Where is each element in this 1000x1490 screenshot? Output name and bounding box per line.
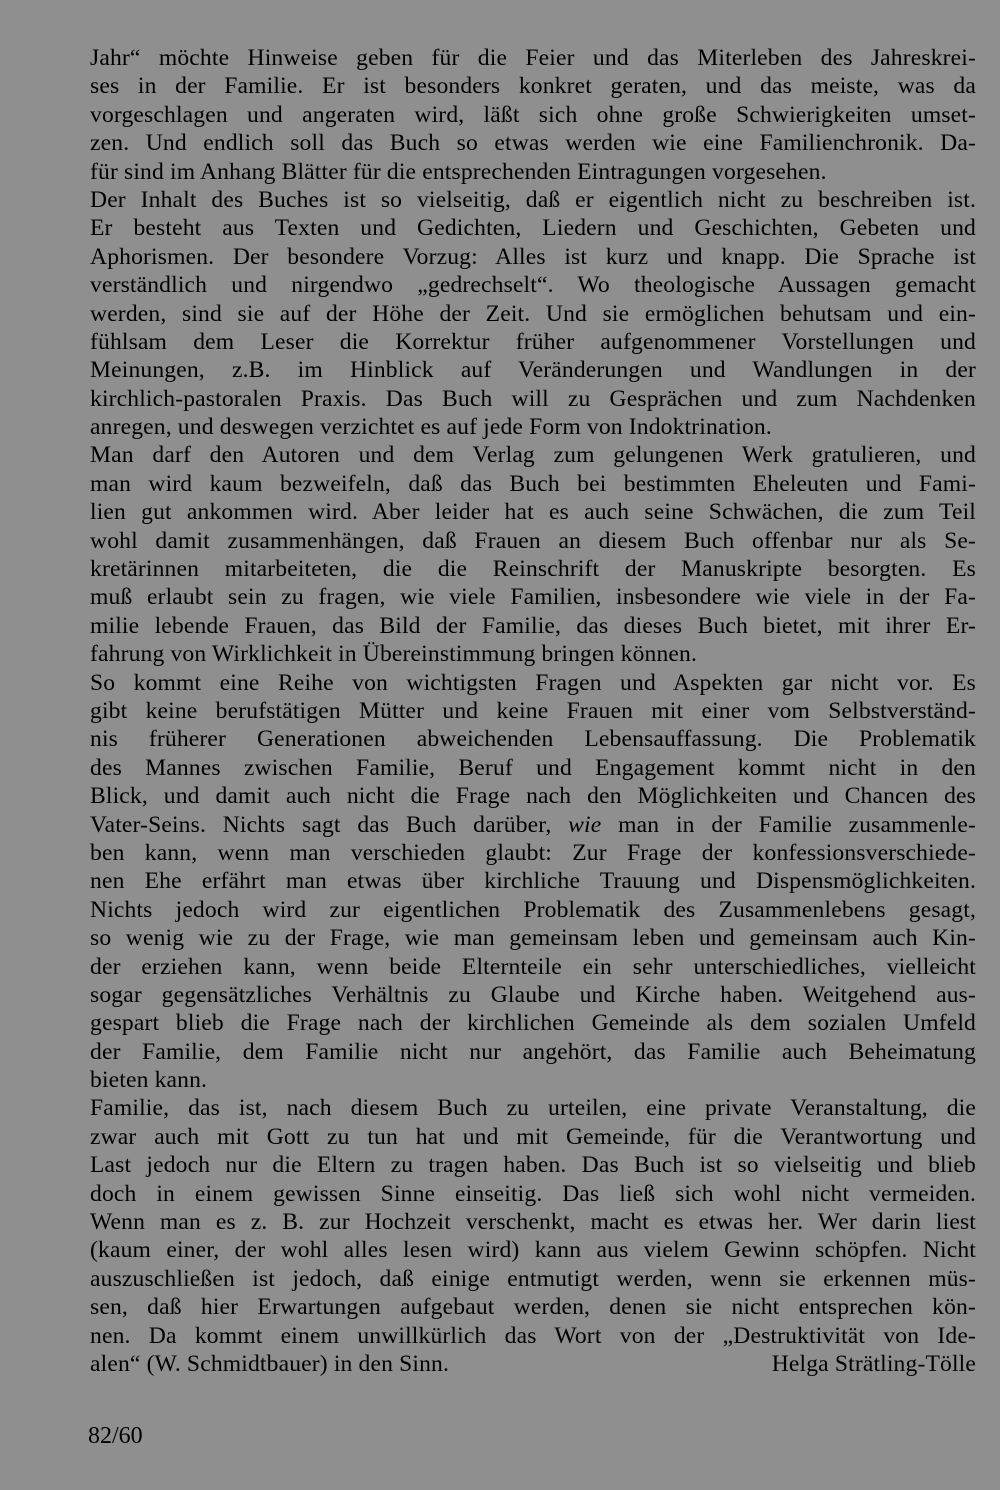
text-line: kirchlich-pastoralen Praxis. Das Buch will zu Gesprächen und zum Nachdenken (90, 385, 976, 412)
text-line: vorgeschlagen und angeraten wird, läßt sich ohne große Schwierigkeiten umset- (90, 101, 976, 128)
text-line: Er besteht aus Texten und Gedichten, Liedern und Geschichten, Gebeten und (90, 215, 976, 242)
text-line: Aphorismen. Der besondere Vorzug: Alles ist kurz und knapp. Die Sprache ist (90, 243, 976, 270)
text-segment: alen“ (W. Schmidtbauer) in den Sinn. (90, 1350, 450, 1377)
text-line: lien gut ankommen wird. Aber leider hat es auch seine Schwächen, die zum Teil (90, 499, 976, 526)
text-line: fahrung von Wirklichkeit in Übereinstimmung bringen können. (90, 641, 698, 668)
text-line (90, 811, 976, 839)
text-line: Meinungen, z.B. im Hinblick auf Veränderungen und Wandlungen in der (90, 357, 976, 384)
text-line: fühlsam dem Leser die Korrektur früher aufgenommener Vorstellungen und (90, 328, 976, 355)
page-number: 82/60 (88, 1423, 143, 1449)
text-line: anregen, und deswegen verzichtet es auf jede Form von Indoktrination. (90, 414, 772, 441)
text-line: So kommt eine Reihe von wichtigsten Fragen und Aspekten gar nicht vor. Es (90, 669, 976, 696)
text-line: des Mannes zwischen Familie, Beruf und Engagement kommt nicht in den (90, 754, 976, 781)
text-line: kretärinnen mitarbeiteten, die die Reinschrift der Manuskripte besorgten. Es (90, 556, 976, 583)
text-line: Last jedoch nur die Eltern zu tragen haben. Das Buch ist so vielseitig und blieb (90, 1152, 976, 1179)
text-line: sogar gegensätzliches Verhältnis zu Glaube und Kirche haben. Weitgehend aus- (90, 981, 976, 1008)
text-line: milie lebende Frauen, das Bild der Familie, das dieses Buch bietet, mit ihrer Er- (90, 612, 976, 639)
text-line: Der Inhalt des Buches ist so vielseitig, daß er eigentlich nicht zu beschreiben ist. (90, 186, 976, 213)
italic-word: wie (568, 811, 602, 838)
text-segment: Vater-Seins. Nichts sagt das Buch darüber, (90, 811, 569, 838)
text-line: gibt keine berufstätigen Mütter und keine Frauen mit einer vom Selbstverständ- (90, 697, 976, 724)
text-line: muß erlaubt sein zu fragen, wie viele Familien, insbesondere wie viele in der Fa- (90, 584, 976, 611)
text-line: zwar auch mit Gott zu tun hat und mit Gemeinde, für die Verantwortung und (90, 1123, 976, 1150)
text-line: Familie, das ist, nach diesem Buch zu urteilen, eine private Veranstaltung, die (90, 1095, 976, 1122)
text-line: doch in einem gewissen Sinne einseitig. Das ließ sich wohl nicht vermeiden. (90, 1180, 976, 1207)
author-signature: Helga Strätling-Tölle (771, 1350, 976, 1377)
text-line: auszuschließen ist jedoch, daß einige entmutigt werden, wenn sie erkennen müs- (90, 1265, 976, 1292)
review-text (90, 44, 976, 1378)
text-line: Blick, und damit auch nicht die Frage nach den Möglichkeiten und Chancen des (90, 783, 976, 810)
text-line: wohl damit zusammenhängen, daß Frauen an diesem Buch offenbar nur als Se- (90, 527, 976, 554)
text-line: für sind im Anhang Blätter für die entsprechenden Eintragungen vorgesehen. (90, 158, 827, 185)
text-line: gespart blieb die Frage nach der kirchlichen Gemeinde als dem sozialen Umfeld (90, 1010, 976, 1037)
text-line: ben kann, wenn man verschieden glaubt: Zur Frage der konfessionsverschiede- (90, 839, 976, 866)
text-line: sen, daß hier Erwartungen aufgebaut werden, denen sie nicht entsprechen kön- (90, 1294, 976, 1321)
text-line: bieten kann. (90, 1067, 208, 1094)
text-line: Nichts jedoch wird zur eigentlichen Problematik des Zusammenlebens gesagt, (90, 896, 976, 923)
text-line: Wenn man es z. B. zur Hochzeit verschenkt, macht es etwas her. Wer darin liest (90, 1209, 976, 1236)
text-line: zen. Und endlich soll das Buch so etwas werden wie eine Familienchronik. Da- (90, 130, 976, 157)
text-line: nen. Da kommt einem unwillkürlich das Wort von der „Destruktivität von Ide- (90, 1322, 976, 1349)
text-line: der erziehen kann, wenn beide Elternteile ein sehr unterschiedliches, vielleicht (90, 953, 976, 980)
text-line: (kaum einer, der wohl alles lesen wird) kann aus vielem Gewinn schöpfen. Nicht (90, 1237, 976, 1264)
text-line: verständlich und nirgendwo „gedrechselt“. Wo theologische Aussagen gemacht (90, 272, 976, 299)
text-line (90, 1350, 976, 1378)
text-line: ses in der Familie. Er ist besonders konkret geraten, und das meiste, was da (90, 73, 976, 100)
text-line: der Familie, dem Familie nicht nur angehört, das Familie auch Beheimatung (90, 1038, 976, 1065)
text-segment: man in der Familie zusammenle- (601, 811, 976, 838)
text-line: nis früherer Generationen abweichenden Lebensauffassung. Die Problematik (90, 726, 976, 753)
text-line: werden, sind sie auf der Höhe der Zeit. Und sie ermöglichen behutsam und ein- (90, 300, 976, 327)
text-line: so wenig wie zu der Frage, wie man gemeinsam leben und gemeinsam auch Kin- (90, 925, 976, 952)
text-line: Man darf den Autoren und dem Verlag zum gelungenen Werk gratulieren, und (90, 442, 976, 469)
text-line: Jahr“ möchte Hinweise geben für die Feier und das Miterleben des Jahreskrei- (90, 45, 976, 71)
text-line: nen Ehe erfährt man etwas über kirchliche Trauung und Dispensmöglichkeiten. (90, 868, 976, 895)
text-line: man wird kaum bezweifeln, daß das Buch bei bestimmten Eheleuten und Fami- (90, 470, 976, 497)
